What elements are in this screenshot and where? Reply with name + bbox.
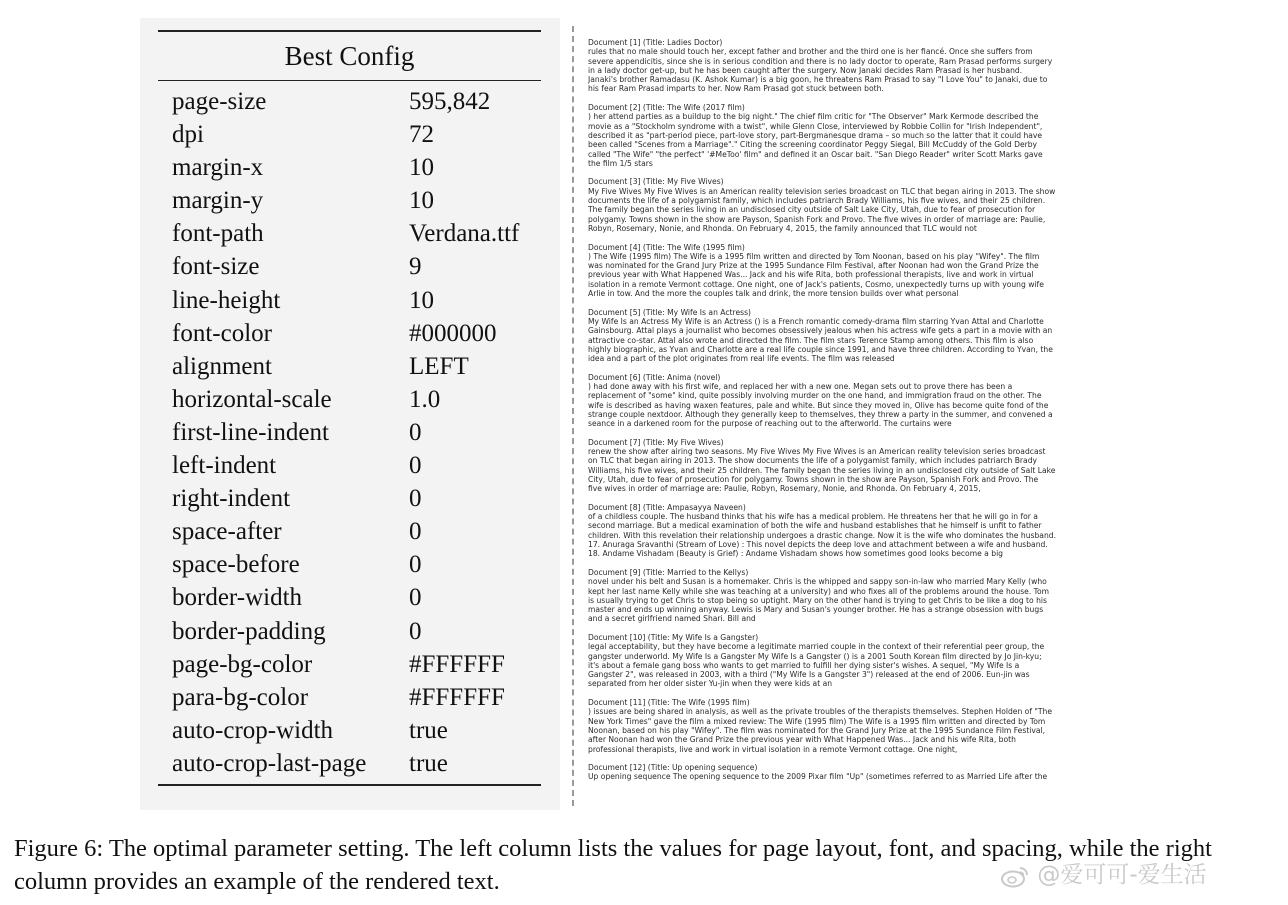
document-line: ) The Wife (1995 film) The Wife is a 1995 film written and directed by Tom Noonan, based on his play "Wifey". The film [588,251,1040,261]
document-line: seance in a darkened room for the purpose of reaching out to the afterworld. The curtains were [588,419,952,429]
config-row [158,548,541,581]
document-line: rules that no male should touch her, except father and brother and the third one is her fiancé. Once she suffers from [588,47,1033,57]
document-line: ) had done away with his first wife, and replaced her with a new one. Megan sets out to prove there has been a [588,381,1013,391]
document-line: movie as a "Stockholm syndrome with a twist", while Glenn Close, interviewed by Robbie Collin for "Irish Independent", [588,121,1043,131]
config-row [158,85,541,118]
document-line: polygamy. Towns shown in the show are Payson, Spanish Fork and Provo. The five wives in order of marriage are: Paulie, [588,214,1046,224]
document-header: Document [1] (Title: Ladies Doctor) [588,38,723,47]
config-value: #000000 [409,319,497,347]
document-header: Document [5] (Title: My Wife Is an Actress) [588,307,752,317]
config-value: 0 [409,551,422,579]
config-key: border-width [172,584,303,612]
document-line: ) issues are being shared in analysis, as well as the private troubles of the therapists themselves. Stephen Holden of "The [588,707,1053,717]
document-line: ) her attend parties as a buildup to the big night." The chief film critic for "The Observer" Mark Kermode described the [588,112,1039,122]
document-header: Document [9] (Title: Married to the Kellys) [588,567,749,577]
document-line: gangster underworld. My Wife Is a Gangster My Wife Is a Gangster () is a 2001 South Korean film directed by Jo Jin-kyu; [588,651,1042,661]
document-line: documents the life of a polygamist family, which includes patriarch Brady Williams, his five wives, and their 25 children. [588,196,1046,206]
config-key: dpi [172,121,204,149]
config-value: 0 [409,518,422,546]
config-value: 72 [409,121,434,149]
document-line: severe appendicitis, since she is in serious condition and there is no lady doctor to operate, Ram Prasad performs surgery [588,56,1053,66]
document-line: in a lady doctor get-up, but he has been caught after the surgery. Now Janaki decides Ram Prasad is her husband. [588,65,1023,75]
document-block [588,38,1118,94]
config-value: 10 [409,154,434,182]
config-row [158,383,541,416]
config-row [158,515,541,548]
weibo-logo-icon [1000,864,1030,888]
config-row [158,681,541,714]
config-key: space-after [172,518,282,546]
document-line: City, Utah, due to fear of prosecution for polygamy. Towns shown in the show are Payson, Spanish Fork and Provo. The [588,474,1039,484]
document-block [588,373,1118,429]
config-value: 0 [409,452,422,480]
config-row [158,648,541,681]
document-line: professional therapists, live and work in virtual isolation in a remote Vermont cottage. One night, [588,744,958,754]
document-line: his fear Ram Prasad imparts to her. Now Ram Prasad got stuck between both. [588,84,884,94]
config-row [158,449,541,482]
document-block [588,308,1118,364]
document-block [588,568,1118,624]
document-block [588,763,1118,782]
config-row [158,250,541,283]
document-block [588,633,1118,689]
config-value: 9 [409,253,422,281]
document-line: My Wife Is an Actress My Wife is an Actress () is a French romantic comedy-drama film starring Yvan Attal and Charlotte [588,316,1044,326]
config-key: right-indent [172,485,291,513]
document-line: five wives in order of marriage are: Paulie, Robyn, Rosemary, Nonie, and Rhonda. On February 4, 2015, [588,484,981,494]
document-block [588,503,1118,559]
document-line: was nominated for the Grand Jury Prize at the 1995 Sundance Film Festival, after Noonan had won the Grand Prize the [588,261,1039,271]
config-key: line-height [172,286,281,314]
config-key: border-padding [172,617,326,645]
config-key: font-color [172,319,272,347]
config-key: margin-y [172,187,264,215]
config-key: margin-x [172,154,264,182]
config-value: 0 [409,617,422,645]
table-body [158,81,541,784]
config-key: auto-crop-last-page [172,749,367,777]
document-header: Document [2] (Title: The Wife (2017 film) [588,103,745,113]
config-row [158,151,541,184]
config-key: para-bg-color [172,683,309,711]
document-line: Janaki's brother Ramadasu (K. Ashok Kumar) is a big goon, he threatens Ram Prasad to say "I Love You" to Janaki, due to [588,75,1048,85]
document-line: highly biographic, as Yvan and Charlotte are a real life couple since 1991, and have three children. According to Yvan, the [588,344,1053,354]
document-line: kept her last name Kelly while she was teaching at a university) and who fixes all of the problems around the house. Tom [588,586,1050,596]
config-key: font-size [172,253,260,281]
config-key: horizontal-scale [172,385,332,413]
document-block [588,438,1118,494]
config-row [158,581,541,614]
document-line: of a childless couple. The husband thinks that his wife has a medical problem. He threatens her that he will go in for a [588,512,1038,522]
config-row [158,217,541,250]
document-line: Robyn, Rosemary, Nonie, and Rhonda. On February 4, 2015, the family announced that TLC would not [588,223,977,233]
document-line: on TLC that began airing in 2013. The show documents the life of a polygamist family, which includes patriarch Brady [588,456,1038,466]
config-value: 0 [409,584,422,612]
document-line: Gainsbourg. Attal plays a journalist who becomes obsessively jealous when his actress wife gets a part in a movie with an [588,326,1053,336]
document-line: renew the show after airing two seasons. My Five Wives My Five Wives is an American reality television series broadcast [588,447,1046,457]
document-header: Document [7] (Title: My Five Wives) [588,437,724,447]
document-line: second marriage. But a medical examination of both the wife and husband establishes that he himself is unfit to father [588,521,1042,531]
config-row [158,416,541,449]
config-key: page-size [172,88,267,115]
config-key: first-line-indent [172,418,329,446]
document-block [588,243,1118,299]
config-value: 0 [409,418,422,446]
document-line: been called "Scenes from a Marriage"." Citing the screening coordinator Peggy Siegal, Bill McCuddy of the Gold Derby [588,140,1038,150]
config-value: true [409,749,448,777]
document-line: The family began the series living in an undisclosed city outside of Salt Lake City, Utah, due to fear of prosecution for [588,205,1036,215]
document-line: attractive co-star. Attal also wrote and directed the film. The film stars Terence Stamp among others. This film is also [588,335,1034,345]
rendered-text-example [588,38,1118,791]
document-line: previous year with What Happened Was... Jack and his wife Rita, both professional therapists, live and work in virtual [588,270,1034,280]
document-line: Noonan, based on his play "Wifey". The film was nominated for the Grand Jury Prize at the 1995 Sundance Film Festival, [588,725,1046,735]
config-row [158,184,541,217]
watermark [1000,858,1280,892]
config-row [158,317,541,350]
config-row [158,350,541,383]
document-header: Document [4] (Title: The Wife (1995 film) [588,242,745,252]
document-header: Document [3] (Title: My Five Wives) [588,177,724,187]
document-header: Document [10] (Title: My Wife Is a Gangster) [588,633,759,642]
document-line: 18. Andame Vishadam (Beauty is Grief) : Andame Vishadam shows how sometimes good looks become a big [588,549,1004,559]
table-header: Best Config [284,41,415,71]
config-row [158,615,541,648]
figure-caption: Figure 6: The optimal parameter setting. The left column lists the values for page layout, font, and spacing, while the right column provides an example of the rendered text. [14,835,1212,895]
document-header: Document [11] (Title: The Wife (1995 film) [588,698,750,708]
document-line: Williams, his five wives, and their 25 children. The family began the series living in an undisclosed city outside of Salt Lake [588,465,1056,475]
config-value: Verdana.ttf [409,220,520,248]
watermark-text: @爱可可-爱生活 [1037,862,1207,888]
document-block [588,698,1118,754]
column-divider [572,26,574,806]
config-row [158,482,541,515]
config-value: 10 [409,286,434,314]
config-key: page-bg-color [172,650,313,678]
config-value: 0 [409,485,422,513]
document-line: master and ends up winning anyway. Lewis is Mary and Susan's younger brother. He has a strange obsession with bugs [588,605,1044,615]
config-value: true [409,716,448,744]
document-block [588,103,1118,168]
document-line: it's about a female gang boss who wants to get married to fulfill her dying sister's wishes. A sequel, "My Wife Is a [588,660,1020,670]
config-key: alignment [172,352,272,380]
config-row [158,284,541,317]
document-line: 17. Anuraga Sravanthi (Stream of Love) : This novel depicts the deep love and attachment between a wife and husband. [588,540,1048,550]
document-line: and a secret girlfriend named Shari. Bill and [588,614,756,624]
document-line: isolation in a remote Vermont cottage. One night, one of Jack's patients, Cosmo, unexpectedly turns up with young wife [588,279,1044,289]
table-bottom-rule [158,784,541,786]
config-table [158,30,541,786]
config-key: auto-crop-width [172,716,334,744]
document-header: Document [12] (Title: Up opening sequence) [588,763,758,773]
document-line: Gangster 2", was released in 2003, with a third ("My Wife Is a Gangster 3") released at the end of 2006. Eun-jin was [588,670,1030,680]
document-line: called "The Wife" "the perfect" '#MeToo' film" and defined it an Oscar bait. "San Diego Reader" writer Scott Marks gave [588,149,1043,159]
config-row [158,118,541,151]
document-block [588,177,1118,233]
config-value: 10 [409,187,434,215]
config-value: 595,842 [409,88,491,115]
config-key: left-indent [172,452,277,480]
config-value: #FFFFFF [409,650,505,678]
document-line: the film 1/5 stars [588,158,653,168]
document-line: separated from her older sister Yu-jin when they were kids at an [588,679,833,689]
document-line: novel under his belt and Susan is a homemaker. Chris is the whipped and sappy son-in-law who married Mary Kelly (who [588,577,1047,587]
document-line: described it as "part-period piece, part-love story, part-Bergmanesque drama – so much so the latter that it could have [588,130,1043,140]
document-line: strange couple nextdoor. Although they generally keep to themselves, they threw a party in the summer, and convened a [588,409,1053,419]
config-key: font-path [172,220,264,248]
document-line: Up opening sequence The opening sequence to the 2009 Pixar film "Up" (sometimes referred to as Married Life after the [588,772,1048,782]
document-header: Document [6] (Title: Anima (novel) [588,372,721,382]
document-header: Document [8] (Title: Ampasayya Naveen) [588,502,746,512]
config-value: #FFFFFF [409,683,505,711]
config-row [158,747,541,780]
document-line: wife is described as having waxen features, pale and white. But since they moved in, Olive has become quite fond of the [588,400,1049,410]
document-line: legal acceptability, but they have become a legitimate married couple in the context of their referential peer group, the [588,642,1045,652]
config-key: space-before [172,551,300,579]
document-line: idea and a part of the plot originates from real life events. The film was released [588,354,895,364]
document-line: Arlie in tow. And the more the couples talk and drink, the more tension builds over what personal [588,289,959,299]
document-line: is usually trying to get Chris to stop being so uptight. Mary on the other hand is trying to get Chris to be like a dog to his [588,595,1047,605]
config-row [158,714,541,747]
config-value: LEFT [409,352,469,380]
document-line: New York Times" gave the film a mixed review: The Wife (1995 film) The Wife is a 1995 film written and directed by Tom [588,716,1046,726]
config-value: 1.0 [409,385,441,413]
document-line: children. With this revelation their relationship undergoes a drastic change. Now it is the wife who dominates the husband. [588,530,1056,540]
document-line: My Five Wives My Five Wives is an American reality television series broadcast on TLC that began airing in 2013. The show [588,186,1056,196]
document-line: replacement of "some" kind, quite possibly involving murder on the one hand, and immigration fraud on the other. The [588,391,1042,401]
document-line: after Noonan had won the Grand Prize the previous year with What Happened Was... Jack and his wife Rita, both [588,735,1016,745]
